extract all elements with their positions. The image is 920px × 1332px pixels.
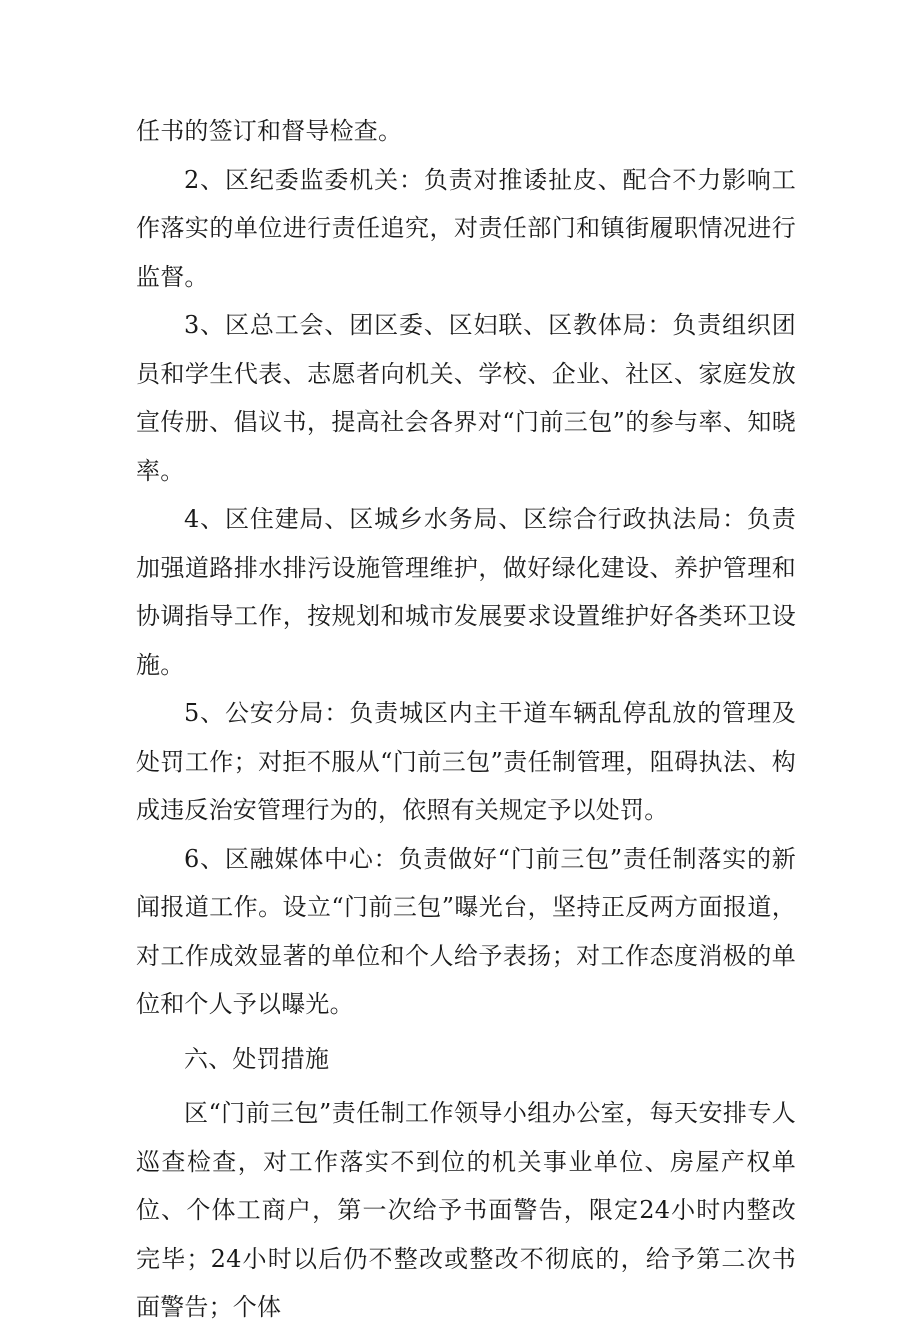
document-body <box>136 107 796 1332</box>
section-paragraph: 区“门前三包”责任制工作领导小组办公室，每天安排专人巡查检查，对工作落实不到位的机关事业单位、房屋产权单位、个体工商户，第一次给予书面警告，限定24小时内整改完毕；24小时以后仍不整改或整改不彻底的，给予第二次书面警告；个体 <box>136 1099 796 1321</box>
paragraph-item-3: 3、区总工会、团区委、区妇联、区教体局：负责组织团员和学生代表、志愿者向机关、学校、企业、社区、家庭发放宣传册、倡议书，提高社会各界对“门前三包”的参与率、知晓率。 <box>136 311 796 485</box>
paragraph-item-6: 6、区融媒体中心：负责做好“门前三包”责任制落实的新闻报道工作。设立“门前三包”曝光台，坚持正反两方面报道，对工作成效显著的单位和个人给予表扬；对工作态度消极的单位和个人予以曝光。 <box>136 844 796 1018</box>
paragraph-item-2: 2、区纪委监委机关：负责对推诿扯皮、配合不力影响工作落实的单位进行责任追究，对责任部门和镇街履职情况进行监督。 <box>136 165 796 291</box>
paragraph-item-5: 5、公安分局：负责城区内主干道车辆乱停乱放的管理及处罚工作；对拒不服从“门前三包”责任制管理，阻碍执法、构成违反治安管理行为的，依照有关规定予以处罚。 <box>136 699 796 824</box>
section-heading: 六、处罚措施 <box>184 1044 330 1073</box>
paragraph-item-4: 4、区住建局、区城乡水务局、区综合行政执法局：负责加强道路排水排污设施管理维护，做好绿化建设、养护管理和协调指导工作，按规划和城市发展要求设置维护好各类环卫设施。 <box>136 505 796 679</box>
paragraph-continuation: 任书的签订和督导检查。 <box>136 117 403 145</box>
